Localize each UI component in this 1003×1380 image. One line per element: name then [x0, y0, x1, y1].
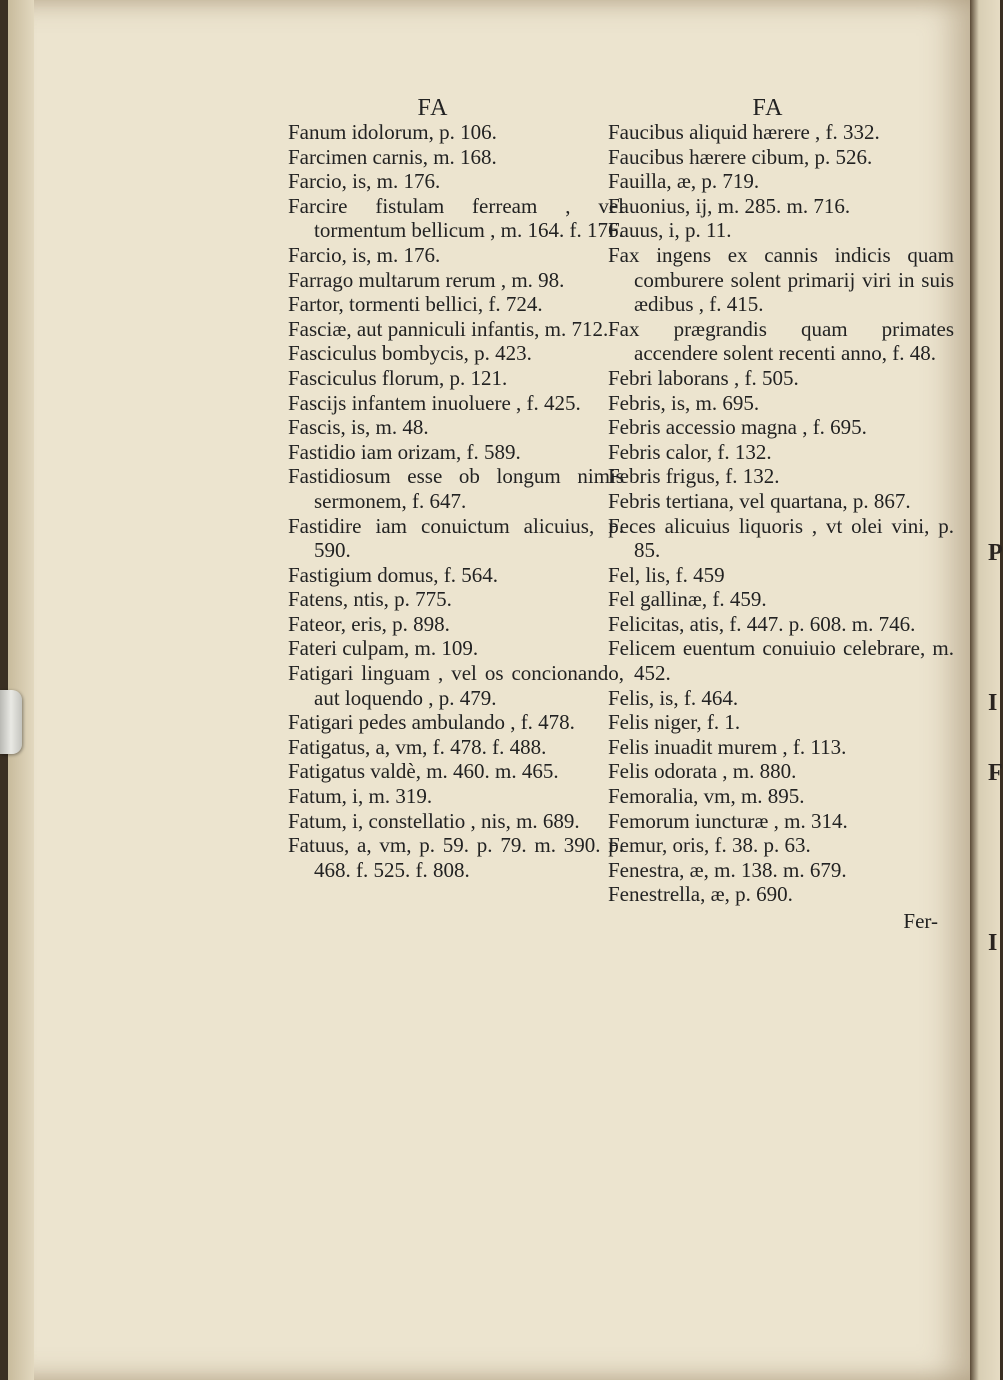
index-entry: Fasciculus florum, p. 121. [288, 365, 508, 390]
index-entry: Febri laborans , f. 505. [608, 365, 799, 390]
index-entry: Fartor, tormenti bellici, f. 724. [288, 292, 543, 317]
index-entry: Farcire fistulam ferream , vel tormentum bellicum , m. 164. f. 176. [288, 193, 624, 243]
index-entry: Fatum, i, constellatio , nis, m. 689. [288, 808, 580, 833]
index-entry: Fatuus, a, vm, p. 59. p. 79. m. 390. p. 468. f. 525. f. 808. [288, 833, 624, 882]
index-entry: Faucibus hærere cibum, p. 526. [608, 144, 873, 169]
index-entry: Fasciculus bombycis, p. 423. [288, 341, 532, 366]
index-entry: Felis inuadit murem , f. 113. [608, 734, 847, 759]
index-entry: Fasciæ, aut panniculi infantis, m. 712. [288, 316, 609, 341]
index-entry: Fateri culpam, m. 109. [288, 636, 479, 661]
right-column-header: FA [752, 95, 784, 121]
next-page-fragment: F [988, 760, 1003, 786]
next-page-fragment: I [988, 690, 998, 716]
index-entry: Femoralia, vm, m. 895. [608, 784, 805, 809]
index-entry: Febris, is, m. 695. [608, 390, 760, 415]
index-entry: Felis odorata , m. 880. [608, 759, 797, 784]
index-entry: Fatum, i, m. 319. [288, 784, 433, 809]
index-entry: Fatigari linguam , vel os concionando, aut loquendo , p. 479. [288, 661, 624, 710]
index-entry: Farcio, is, m. 176. [288, 242, 441, 267]
index-entry: Fatigatus valdè, m. 460. m. 465. [288, 759, 559, 784]
left-column [288, 95, 624, 882]
index-entry: Femur, oris, f. 38. p. 63. [608, 833, 811, 858]
index-entry: Farcio, is, m. 176. [288, 169, 441, 194]
index-entry: Felicem euentum conuiuio celebrare, m. 452. [608, 636, 954, 686]
book-page [8, 0, 970, 1380]
page-clip [0, 690, 22, 754]
index-entry: Fenestrella, æ, p. 690. [608, 882, 793, 907]
catchword: Fer- [903, 909, 938, 933]
index-entry: Faucibus aliquid hærere , f. 332. [608, 120, 880, 144]
right-entries [608, 120, 954, 907]
index-entry: Fanum idolorum, p. 106. [288, 120, 497, 144]
left-column-header: FA [417, 95, 449, 121]
index-entry: Febris calor, f. 132. [608, 439, 772, 464]
index-entry: Fatigatus, a, vm, f. 478. f. 488. [288, 734, 547, 759]
index-entry: Fascijs infantem inuoluere , f. 425. [288, 390, 581, 415]
index-entry: Femorum iuncturæ , m. 314. [608, 808, 848, 833]
index-entry: Fateor, eris, p. 898. [288, 611, 450, 636]
index-entry: Fastidio iam orizam, f. 589. [288, 439, 521, 464]
index-entry: Fascis, is, m. 48. [288, 415, 429, 440]
index-entry: Fax ingens ex cannis indicis quam comburere solent primarij viri in suis ædibus , f. 415. [608, 242, 954, 317]
index-entry: Felis, is, f. 464. [608, 685, 739, 710]
index-entry: Fatigari pedes ambulando , f. 478. [288, 710, 575, 735]
right-column [608, 95, 954, 934]
next-page-fragment: I [988, 930, 998, 956]
index-entry: Febris frigus, f. 132. [608, 464, 780, 489]
index-entry: Feces alicuius liquoris , vt olei vini, p. 85. [608, 513, 954, 563]
index-entry: Febris tertiana, vel quartana, p. 867. [608, 488, 911, 513]
next-page-edge [970, 0, 1003, 1380]
left-entries [288, 120, 624, 882]
index-entry: Farrago multarum rerum , m. 98. [288, 267, 565, 292]
index-entry: Fauonius, ij, m. 285. m. 716. [608, 193, 851, 218]
index-entry: Felicitas, atis, f. 447. p. 608. m. 746. [608, 611, 916, 636]
index-entry: Fauilla, æ, p. 719. [608, 169, 760, 194]
index-entry: Fel, lis, f. 459 [608, 562, 725, 587]
index-entry: Fastidire iam conuictum alicuius, p. 590. [288, 513, 624, 563]
next-page-fragment: P [988, 540, 1003, 566]
index-entry: Febris accessio magna , f. 695. [608, 415, 867, 440]
index-entry: Fax prægrandis quam primates accendere solent recenti anno, f. 48. [608, 316, 954, 366]
index-entry: Fenestra, æ, m. 138. m. 679. [608, 857, 847, 882]
index-entry: Fatens, ntis, p. 775. [288, 587, 452, 612]
index-entry: Felis niger, f. 1. [608, 710, 741, 735]
index-entry: Fel gallinæ, f. 459. [608, 587, 767, 612]
index-entry: Farcimen carnis, m. 168. [288, 144, 497, 169]
index-entry: Fastigium domus, f. 564. [288, 562, 499, 587]
index-entry: Fauus, i, p. 11. [608, 218, 732, 243]
index-entry: Fastidiosum esse ob longum nimis sermonem, f. 647. [288, 464, 624, 513]
